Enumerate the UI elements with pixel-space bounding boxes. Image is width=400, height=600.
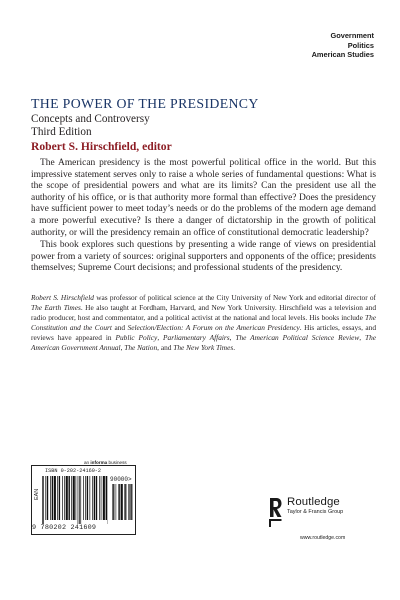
barcode-stripe — [116, 484, 117, 520]
bio-italic: The New York Times — [173, 342, 234, 352]
subject-category: Government — [330, 31, 374, 40]
bio-text: , — [359, 332, 366, 342]
bio-italic: The American Government Annual — [31, 332, 377, 352]
barcode-stripe — [76, 476, 77, 520]
barcode-stripe — [83, 476, 84, 520]
barcode-stripe — [94, 476, 95, 520]
bio-italic: The Earth Times — [31, 302, 81, 312]
bio-text: , — [157, 332, 164, 342]
barcode-stripe — [96, 476, 97, 520]
barcode-stripe — [112, 484, 113, 520]
bio-text: and — [111, 322, 128, 332]
book-subtitle-block — [31, 113, 150, 140]
barcode-stripe — [69, 476, 70, 520]
book-editor: Robert S. Hirschfield, editor — [31, 140, 172, 153]
subject-category: Politics — [347, 40, 374, 50]
barcode-stripe — [119, 484, 120, 520]
book-edition: Third Edition — [31, 126, 92, 139]
ean-number: 9 780202 241609 — [32, 524, 97, 532]
author-name: Robert S. Hirschfield — [31, 293, 94, 302]
barcode-addon-price: 90000> — [110, 476, 132, 483]
barcode-stripe — [90, 476, 91, 520]
description-paragraph: This book explores such questions by presenting a wide range of views on presidential power from a variety of sources: original supporters and opponents of the office; presidents themselves; Supreme Court decisions; and professional students of the presidency. — [31, 240, 376, 274]
addon-barcode — [112, 484, 134, 524]
ean-label: EAN — [34, 488, 40, 500]
barcode-stripe — [45, 476, 46, 520]
barcode-stripe — [85, 476, 86, 520]
barcode-stripe — [125, 484, 126, 520]
book-description — [31, 158, 376, 275]
barcode-stripe — [124, 484, 125, 520]
barcode-stripe — [128, 484, 129, 520]
ean-barcode — [42, 476, 108, 524]
barcode-stripe — [131, 484, 132, 520]
barcode-stripe — [121, 484, 123, 520]
bio-italic: Selection/Election: A Forum on the American Presidency — [127, 322, 300, 332]
subject-categories — [312, 31, 374, 60]
barcode-stripe — [66, 476, 68, 520]
barcode-stripe — [54, 476, 56, 520]
bio-text: . — [233, 342, 236, 352]
barcode-stripe — [129, 484, 130, 520]
publisher-group: Taylor & Francis Group — [287, 509, 344, 515]
barcode-stripe — [59, 476, 60, 520]
bio-italic: Parliamentary Affairs — [163, 332, 230, 342]
barcode-stripe — [106, 476, 107, 520]
bio-text: , and — [157, 342, 174, 352]
barcode-stripe — [71, 476, 72, 520]
bio-italic: Public Policy — [115, 332, 158, 342]
barcode-stripe — [113, 484, 114, 520]
barcode-stripe — [99, 476, 100, 520]
barcode-stripe — [92, 476, 93, 520]
barcode-stripe — [52, 476, 53, 520]
bio-text: , — [229, 332, 236, 342]
isbn-text: ISBN 0-202-24160-2 — [45, 468, 102, 474]
informa-business-tag: an informa business — [84, 460, 127, 465]
publisher-website: www.routledge.com — [300, 535, 346, 541]
subject-category: American Studies — [311, 50, 374, 60]
bio-italic: The American Political Science Review — [235, 332, 360, 342]
barcode-stripe — [87, 476, 88, 520]
barcode-stripe — [43, 476, 44, 524]
barcode-stripe — [47, 476, 48, 520]
barcode-stripe — [50, 476, 51, 520]
description-paragraph: The American presidency is the most powerful political office in the world. But this impressive statement serves only to raise a whole series of fundamental questions: What is the scope of presidential powers and what are its limits? Can the president use all the authority of his office, or is that authority more formal than effective? Does the presidency have sufficient power to meet today’s needs or do the problems of the modern age demand a more powerful executive? Is there a danger of dictatorship in the growth of political authority, or will the presidency remain an office of constitutional democratic leadership? — [31, 158, 376, 238]
bio-text: , — [120, 342, 125, 352]
barcode-stripe — [78, 476, 79, 524]
barcode-stripe — [118, 484, 119, 520]
book-subtitle: Concepts and Controversy — [31, 113, 150, 125]
routledge-logo-icon — [267, 496, 283, 528]
bio-text: . His articles, essays, and reviews have appeared in — [31, 322, 377, 342]
book-title: THE POWER OF THE PRESIDENCY — [31, 96, 259, 111]
publisher-name: Routledge — [287, 496, 340, 508]
informa-brand: informa — [90, 460, 108, 465]
barcode-stripe — [73, 476, 75, 520]
barcode-stripe — [101, 476, 102, 520]
barcode-stripe — [42, 476, 43, 524]
bio-italic: The Constitution and the Court — [31, 312, 376, 332]
author-bio — [31, 293, 376, 352]
bio-text: . He also taught at Fordham, Harvard, and New York University. Hirschfield was a television and radio producer, host and commentator, and a political activist at the national and local levels. His books include — [31, 302, 376, 322]
barcode-stripe — [103, 476, 105, 520]
barcode-stripe — [62, 476, 63, 520]
barcode-stripe — [79, 476, 80, 524]
bio-italic: The Nation — [124, 342, 158, 352]
bio-text: was professor of political science at the City University of New York and editorial director of — [93, 293, 376, 302]
barcode-stripe — [57, 476, 58, 520]
barcode-stripe — [80, 476, 81, 524]
barcode-stripe — [64, 476, 65, 520]
